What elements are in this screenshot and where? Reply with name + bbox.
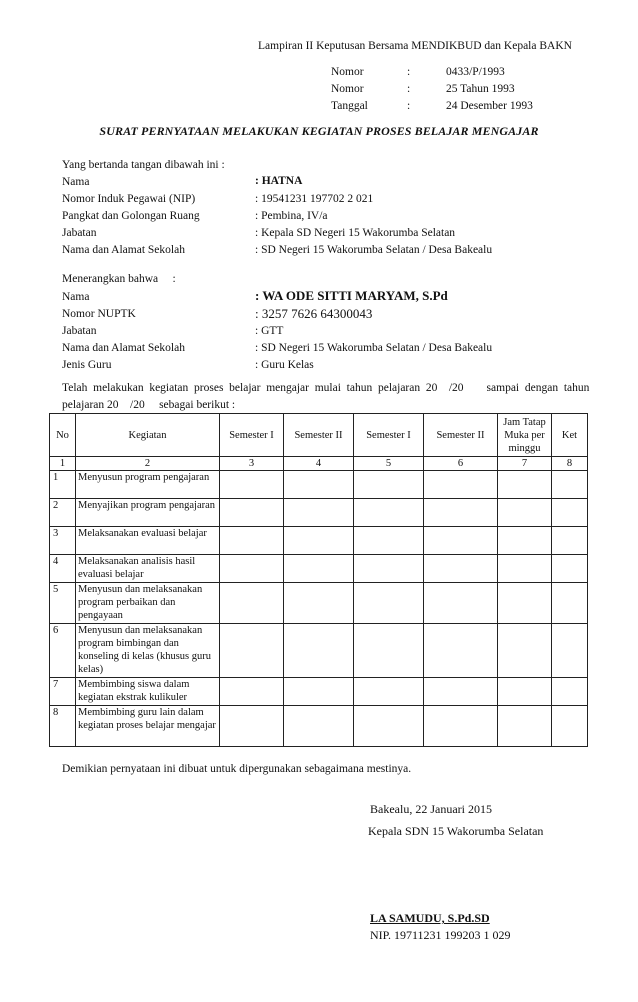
col-number: 3 bbox=[220, 457, 284, 471]
cell-empty bbox=[552, 583, 588, 624]
table-number-row bbox=[50, 457, 588, 471]
subject-value-sekolah: : SD Negeri 15 Wakorumba Selatan / Desa Bakealu bbox=[255, 342, 493, 354]
table-header-row bbox=[50, 414, 588, 457]
cell-empty bbox=[498, 499, 552, 527]
cell-empty bbox=[424, 471, 498, 499]
row-no: 8 bbox=[50, 706, 76, 747]
signature-nip: NIP. 19711231 199203 1 029 bbox=[370, 928, 511, 942]
row-no: 7 bbox=[50, 678, 76, 706]
row-kegiatan: Menyusun dan melaksanakan program perbaikan dan pengayaan bbox=[76, 583, 220, 624]
cell-empty bbox=[552, 555, 588, 583]
cell-empty bbox=[498, 471, 552, 499]
cell-empty bbox=[498, 583, 552, 624]
header-semester-1b: Semester I bbox=[354, 414, 424, 457]
subject-intro: Menerangkan bahwa : bbox=[62, 273, 176, 285]
cell-empty bbox=[220, 706, 284, 747]
ref-sep-2: : bbox=[407, 83, 411, 95]
cell-empty bbox=[498, 706, 552, 747]
signer-value-pangkat: : Pembina, IV/a bbox=[255, 210, 328, 222]
cell-empty bbox=[498, 555, 552, 583]
cell-empty bbox=[284, 499, 354, 527]
header-semester-1a: Semester I bbox=[220, 414, 284, 457]
cell-empty bbox=[220, 583, 284, 624]
cell-empty bbox=[220, 527, 284, 555]
cell-empty bbox=[552, 527, 588, 555]
cell-empty bbox=[424, 678, 498, 706]
col-number: 8 bbox=[552, 457, 588, 471]
signer-label-jabatan: Jabatan bbox=[62, 227, 97, 239]
col-number: 5 bbox=[354, 457, 424, 471]
subject-label-sekolah: Nama dan Alamat Sekolah bbox=[62, 342, 185, 354]
table-row bbox=[50, 678, 588, 706]
signer-label-sekolah: Nama dan Alamat Sekolah bbox=[62, 244, 185, 256]
signer-label-pangkat: Pangkat dan Golongan Ruang bbox=[62, 210, 200, 222]
header-kegiatan: Kegiatan bbox=[76, 414, 220, 457]
cell-empty bbox=[354, 527, 424, 555]
subject-value-nuptk: : 3257 7626 64300043 bbox=[255, 306, 373, 321]
subject-label-jenis: Jenis Guru bbox=[62, 359, 112, 371]
table-row bbox=[50, 706, 588, 747]
header-semester-2b: Semester II bbox=[424, 414, 498, 457]
row-no: 3 bbox=[50, 527, 76, 555]
header-no: No bbox=[50, 414, 76, 457]
ref-label-1: Nomor bbox=[331, 66, 364, 78]
signer-label-nama: Nama bbox=[62, 176, 90, 188]
cell-empty bbox=[552, 706, 588, 747]
cell-empty bbox=[424, 706, 498, 747]
ref-value-3: 24 Desember 1993 bbox=[446, 100, 533, 112]
cell-empty bbox=[284, 583, 354, 624]
ref-label-3: Tanggal bbox=[331, 100, 368, 112]
table-row bbox=[50, 471, 588, 499]
ref-value-1: 0433/P/1993 bbox=[446, 66, 505, 78]
cell-empty bbox=[552, 499, 588, 527]
cell-empty bbox=[284, 555, 354, 583]
ref-label-2: Nomor bbox=[331, 83, 364, 95]
col-number: 6 bbox=[424, 457, 498, 471]
paragraph-line-2: pelajaran 20 /20 sebagai berikut : bbox=[62, 399, 236, 411]
cell-empty bbox=[354, 624, 424, 678]
table-row bbox=[50, 583, 588, 624]
col-number: 7 bbox=[498, 457, 552, 471]
row-kegiatan: Melaksanakan analisis hasil evaluasi belajar bbox=[76, 555, 220, 583]
cell-empty bbox=[424, 499, 498, 527]
ref-value-2: 25 Tahun 1993 bbox=[446, 83, 515, 95]
cell-empty bbox=[284, 706, 354, 747]
cell-empty bbox=[220, 471, 284, 499]
row-kegiatan: Membimbing guru lain dalam kegiatan proses belajar mengajar bbox=[76, 706, 220, 747]
table-row bbox=[50, 499, 588, 527]
cell-empty bbox=[424, 583, 498, 624]
ref-sep-1: : bbox=[407, 66, 411, 78]
cell-empty bbox=[354, 678, 424, 706]
table-row bbox=[50, 555, 588, 583]
col-number: 4 bbox=[284, 457, 354, 471]
signer-intro: Yang bertanda tangan dibawah ini : bbox=[62, 159, 225, 171]
cell-empty bbox=[220, 624, 284, 678]
row-no: 6 bbox=[50, 624, 76, 678]
lampiran-line: Lampiran II Keputusan Bersama MENDIKBUD dan Kepala BAKN bbox=[258, 40, 572, 52]
col-number: 1 bbox=[50, 457, 76, 471]
cell-empty bbox=[498, 678, 552, 706]
cell-empty bbox=[354, 499, 424, 527]
cell-empty bbox=[220, 499, 284, 527]
row-no: 4 bbox=[50, 555, 76, 583]
row-kegiatan: Menyusun program pengajaran bbox=[76, 471, 220, 499]
subject-label-nama: Nama bbox=[62, 291, 90, 303]
cell-empty bbox=[354, 555, 424, 583]
paragraph-line-1: Telah melakukan kegiatan proses belajar mengajar mulai tahun pelajaran 20 /20 sampai dengan tahun bbox=[62, 382, 590, 394]
cell-empty bbox=[552, 678, 588, 706]
cell-empty bbox=[220, 678, 284, 706]
subject-label-nuptk: Nomor NUPTK bbox=[62, 308, 136, 320]
subject-value-jabatan: : GTT bbox=[255, 325, 284, 337]
row-kegiatan: Melaksanakan evaluasi belajar bbox=[76, 527, 220, 555]
cell-empty bbox=[354, 706, 424, 747]
cell-empty bbox=[424, 555, 498, 583]
signature-place-date: Bakealu, 22 Januari 2015 bbox=[370, 802, 492, 816]
cell-empty bbox=[424, 527, 498, 555]
closing-statement: Demikian pernyataan ini dibuat untuk dipergunakan sebagaimana mestinya. bbox=[62, 763, 412, 775]
row-kegiatan: Menyusun dan melaksanakan program bimbingan dan konseling di kelas (khusus guru kelas) bbox=[76, 624, 220, 678]
document-title: SURAT PERNYATAAN MELAKUKAN KEGIATAN PROSES BELAJAR MENGAJAR bbox=[99, 124, 539, 138]
cell-empty bbox=[424, 624, 498, 678]
signer-value-nip: : 19541231 197702 2 021 bbox=[255, 193, 374, 205]
row-no: 2 bbox=[50, 499, 76, 527]
cell-empty bbox=[284, 527, 354, 555]
row-no: 5 bbox=[50, 583, 76, 624]
cell-empty bbox=[220, 555, 284, 583]
header-jam: Jam Tatap Muka per minggu bbox=[498, 414, 552, 457]
row-kegiatan: Menyajikan program pengajaran bbox=[76, 499, 220, 527]
cell-empty bbox=[284, 471, 354, 499]
cell-empty bbox=[498, 527, 552, 555]
table-row bbox=[50, 624, 588, 678]
signature-name: LA SAMUDU, S.Pd.SD bbox=[370, 911, 490, 925]
cell-empty bbox=[552, 624, 588, 678]
cell-empty bbox=[552, 471, 588, 499]
row-kegiatan: Membimbing siswa dalam kegiatan ekstrak kulikuler bbox=[76, 678, 220, 706]
subject-value-jenis: : Guru Kelas bbox=[255, 359, 314, 371]
signer-value-jabatan: : Kepala SD Negeri 15 Wakorumba Selatan bbox=[255, 227, 456, 239]
cell-empty bbox=[354, 471, 424, 499]
signature-position: Kepala SDN 15 Wakorumba Selatan bbox=[368, 824, 544, 838]
cell-empty bbox=[498, 624, 552, 678]
subject-value-nama: : WA ODE SITTI MARYAM, S.Pd bbox=[255, 288, 448, 303]
signer-value-nama: : HATNA bbox=[255, 175, 303, 187]
signer-label-nip: Nomor Induk Pegawai (NIP) bbox=[62, 193, 196, 205]
activity-table bbox=[49, 413, 588, 747]
ref-sep-3: : bbox=[407, 100, 411, 112]
table-row bbox=[50, 527, 588, 555]
cell-empty bbox=[284, 624, 354, 678]
header-semester-2a: Semester II bbox=[284, 414, 354, 457]
signer-value-sekolah: : SD Negeri 15 Wakorumba Selatan / Desa Bakealu bbox=[255, 244, 493, 256]
cell-empty bbox=[354, 583, 424, 624]
cell-empty bbox=[284, 678, 354, 706]
subject-label-jabatan: Jabatan bbox=[62, 325, 97, 337]
col-number: 2 bbox=[76, 457, 220, 471]
row-no: 1 bbox=[50, 471, 76, 499]
header-ket: Ket bbox=[552, 414, 588, 457]
